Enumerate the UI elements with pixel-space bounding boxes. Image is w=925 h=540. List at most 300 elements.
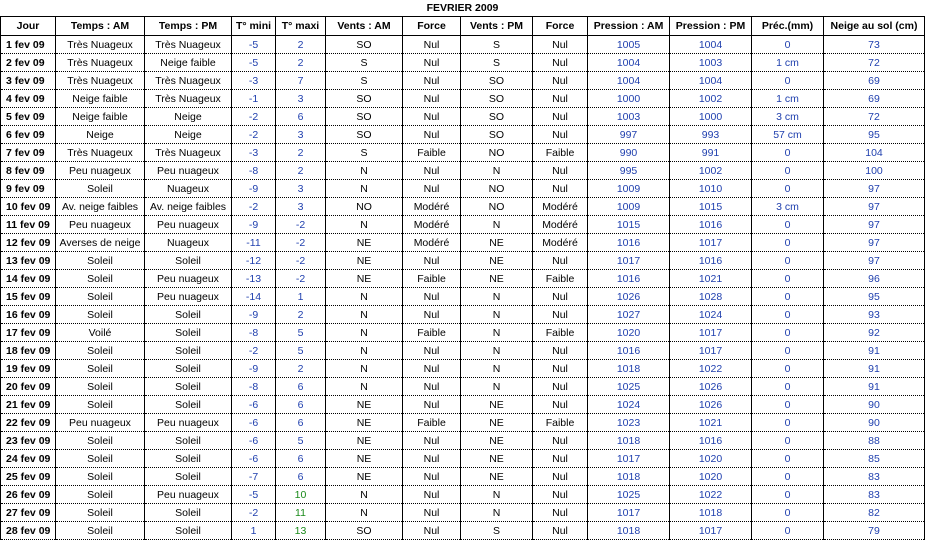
cell-jour[interactable]: 9 fev 09 <box>1 180 56 198</box>
cell-temps-pm[interactable]: Av. neige faibles <box>145 198 232 216</box>
cell-t-mini[interactable]: -9 <box>232 180 276 198</box>
cell-t-mini[interactable]: -5 <box>232 54 276 72</box>
cell-neige-au-sol[interactable]: 95 <box>824 126 925 144</box>
cell-t-maxi[interactable]: 6 <box>276 396 326 414</box>
cell-pression-am[interactable]: 995 <box>588 162 670 180</box>
cell-vents-pm[interactable]: SO <box>461 126 533 144</box>
cell-force-am[interactable]: Nul <box>403 450 461 468</box>
cell-vents-am[interactable]: N <box>326 216 403 234</box>
cell-t-maxi[interactable]: 13 <box>276 522 326 540</box>
cell-vents-pm[interactable]: N <box>461 378 533 396</box>
column-header-t-maxi[interactable]: T° maxi <box>276 17 326 36</box>
cell-neige-au-sol[interactable]: 90 <box>824 396 925 414</box>
cell-precipitation[interactable]: 0 <box>752 486 824 504</box>
cell-jour[interactable]: 23 fev 09 <box>1 432 56 450</box>
cell-temps-am[interactable]: Très Nuageux <box>56 144 145 162</box>
cell-precipitation[interactable]: 0 <box>752 360 824 378</box>
cell-neige-au-sol[interactable]: 93 <box>824 306 925 324</box>
cell-temps-pm[interactable]: Soleil <box>145 432 232 450</box>
cell-pression-am[interactable]: 1016 <box>588 342 670 360</box>
cell-temps-pm[interactable]: Soleil <box>145 504 232 522</box>
cell-t-mini[interactable]: -6 <box>232 414 276 432</box>
cell-jour[interactable]: 6 fev 09 <box>1 126 56 144</box>
cell-t-mini[interactable]: -12 <box>232 252 276 270</box>
cell-pression-am[interactable]: 1024 <box>588 396 670 414</box>
cell-pression-pm[interactable]: 1017 <box>670 342 752 360</box>
cell-neige-au-sol[interactable]: 92 <box>824 324 925 342</box>
cell-t-maxi[interactable]: 5 <box>276 324 326 342</box>
cell-temps-pm[interactable]: Soleil <box>145 378 232 396</box>
cell-pression-am[interactable]: 1020 <box>588 324 670 342</box>
cell-neige-au-sol[interactable]: 95 <box>824 288 925 306</box>
cell-force-am[interactable]: Nul <box>403 54 461 72</box>
cell-precipitation[interactable]: 1 cm <box>752 54 824 72</box>
cell-temps-am[interactable]: Soleil <box>56 252 145 270</box>
cell-vents-pm[interactable]: N <box>461 342 533 360</box>
cell-vents-pm[interactable]: NO <box>461 144 533 162</box>
cell-temps-am[interactable]: Averses de neige <box>56 234 145 252</box>
cell-temps-am[interactable]: Neige faible <box>56 90 145 108</box>
cell-vents-am[interactable]: NE <box>326 234 403 252</box>
cell-precipitation[interactable]: 0 <box>752 504 824 522</box>
cell-pression-am[interactable]: 1015 <box>588 216 670 234</box>
cell-vents-am[interactable]: N <box>326 342 403 360</box>
cell-force-pm[interactable]: Nul <box>533 432 588 450</box>
cell-vents-pm[interactable]: NO <box>461 198 533 216</box>
cell-force-am[interactable]: Nul <box>403 504 461 522</box>
cell-force-am[interactable]: Nul <box>403 252 461 270</box>
cell-neige-au-sol[interactable]: 90 <box>824 414 925 432</box>
cell-vents-pm[interactable]: N <box>461 504 533 522</box>
cell-temps-am[interactable]: Soleil <box>56 288 145 306</box>
cell-t-mini[interactable]: -6 <box>232 396 276 414</box>
cell-force-am[interactable]: Modéré <box>403 198 461 216</box>
cell-vents-am[interactable]: N <box>326 504 403 522</box>
cell-jour[interactable]: 21 fev 09 <box>1 396 56 414</box>
cell-t-maxi[interactable]: 2 <box>276 36 326 54</box>
cell-temps-pm[interactable]: Soleil <box>145 396 232 414</box>
cell-t-mini[interactable]: -6 <box>232 450 276 468</box>
cell-force-am[interactable]: Nul <box>403 486 461 504</box>
cell-t-maxi[interactable]: 3 <box>276 126 326 144</box>
column-header-jour[interactable]: Jour <box>1 17 56 36</box>
cell-force-pm[interactable]: Modéré <box>533 216 588 234</box>
cell-jour[interactable]: 10 fev 09 <box>1 198 56 216</box>
cell-neige-au-sol[interactable]: 104 <box>824 144 925 162</box>
cell-temps-am[interactable]: Soleil <box>56 360 145 378</box>
cell-force-am[interactable]: Nul <box>403 342 461 360</box>
cell-precipitation[interactable]: 0 <box>752 414 824 432</box>
cell-jour[interactable]: 16 fev 09 <box>1 306 56 324</box>
cell-t-mini[interactable]: -8 <box>232 162 276 180</box>
column-header-force-am[interactable]: Force <box>403 17 461 36</box>
cell-pression-am[interactable]: 1016 <box>588 270 670 288</box>
cell-force-am[interactable]: Nul <box>403 108 461 126</box>
cell-pression-pm[interactable]: 1020 <box>670 450 752 468</box>
cell-force-pm[interactable]: Nul <box>533 504 588 522</box>
cell-jour[interactable]: 7 fev 09 <box>1 144 56 162</box>
cell-pression-am[interactable]: 1005 <box>588 36 670 54</box>
cell-force-am[interactable]: Nul <box>403 378 461 396</box>
column-header-neige-au-sol[interactable]: Neige au sol (cm) <box>824 17 925 36</box>
cell-force-pm[interactable]: Faible <box>533 414 588 432</box>
cell-force-pm[interactable]: Nul <box>533 360 588 378</box>
cell-neige-au-sol[interactable]: 79 <box>824 522 925 540</box>
cell-pression-pm[interactable]: 1017 <box>670 234 752 252</box>
cell-force-pm[interactable]: Faible <box>533 270 588 288</box>
cell-vents-am[interactable]: NE <box>326 414 403 432</box>
cell-vents-pm[interactable]: NE <box>461 270 533 288</box>
column-header-temps-am[interactable]: Temps : AM <box>56 17 145 36</box>
cell-t-maxi[interactable]: 6 <box>276 378 326 396</box>
cell-neige-au-sol[interactable]: 91 <box>824 342 925 360</box>
cell-precipitation[interactable]: 0 <box>752 252 824 270</box>
cell-vents-am[interactable]: NE <box>326 270 403 288</box>
cell-temps-pm[interactable]: Très Nuageux <box>145 36 232 54</box>
cell-precipitation[interactable]: 0 <box>752 36 824 54</box>
cell-temps-am[interactable]: Soleil <box>56 180 145 198</box>
cell-pression-am[interactable]: 997 <box>588 126 670 144</box>
cell-t-mini[interactable]: -6 <box>232 432 276 450</box>
cell-precipitation[interactable]: 1 cm <box>752 90 824 108</box>
cell-vents-am[interactable]: SO <box>326 522 403 540</box>
cell-pression-pm[interactable]: 1015 <box>670 198 752 216</box>
cell-vents-am[interactable]: NE <box>326 468 403 486</box>
cell-pression-am[interactable]: 1009 <box>588 198 670 216</box>
cell-pression-pm[interactable]: 1004 <box>670 72 752 90</box>
cell-vents-pm[interactable]: N <box>461 216 533 234</box>
cell-neige-au-sol[interactable]: 97 <box>824 252 925 270</box>
cell-jour[interactable]: 4 fev 09 <box>1 90 56 108</box>
cell-pression-pm[interactable]: 1017 <box>670 522 752 540</box>
cell-force-am[interactable]: Nul <box>403 126 461 144</box>
column-header-t-mini[interactable]: T° mini <box>232 17 276 36</box>
cell-precipitation[interactable]: 0 <box>752 468 824 486</box>
cell-pression-pm[interactable]: 1002 <box>670 90 752 108</box>
cell-jour[interactable]: 14 fev 09 <box>1 270 56 288</box>
cell-force-am[interactable]: Faible <box>403 414 461 432</box>
cell-force-pm[interactable]: Nul <box>533 180 588 198</box>
cell-temps-am[interactable]: Soleil <box>56 396 145 414</box>
cell-vents-am[interactable]: S <box>326 72 403 90</box>
cell-temps-am[interactable]: Av. neige faibles <box>56 198 145 216</box>
cell-force-pm[interactable]: Nul <box>533 522 588 540</box>
cell-jour[interactable]: 13 fev 09 <box>1 252 56 270</box>
cell-force-am[interactable]: Modéré <box>403 216 461 234</box>
cell-t-mini[interactable]: -5 <box>232 486 276 504</box>
cell-t-mini[interactable]: -5 <box>232 36 276 54</box>
cell-jour[interactable]: 24 fev 09 <box>1 450 56 468</box>
cell-force-am[interactable]: Faible <box>403 324 461 342</box>
cell-precipitation[interactable]: 0 <box>752 306 824 324</box>
cell-vents-pm[interactable]: NE <box>461 396 533 414</box>
cell-vents-am[interactable]: S <box>326 54 403 72</box>
cell-force-am[interactable]: Modéré <box>403 234 461 252</box>
cell-temps-am[interactable]: Peu nuageux <box>56 216 145 234</box>
cell-pression-pm[interactable]: 1021 <box>670 414 752 432</box>
cell-t-maxi[interactable]: 11 <box>276 504 326 522</box>
cell-temps-pm[interactable]: Peu nuageux <box>145 288 232 306</box>
cell-temps-am[interactable]: Neige <box>56 126 145 144</box>
cell-vents-am[interactable]: SO <box>326 90 403 108</box>
cell-neige-au-sol[interactable]: 85 <box>824 450 925 468</box>
cell-vents-am[interactable]: NE <box>326 252 403 270</box>
cell-vents-pm[interactable]: S <box>461 54 533 72</box>
cell-precipitation[interactable]: 0 <box>752 234 824 252</box>
cell-temps-pm[interactable]: Soleil <box>145 252 232 270</box>
cell-t-mini[interactable]: -9 <box>232 216 276 234</box>
cell-precipitation[interactable]: 0 <box>752 288 824 306</box>
cell-temps-pm[interactable]: Nuageux <box>145 180 232 198</box>
cell-temps-am[interactable]: Très Nuageux <box>56 36 145 54</box>
cell-t-mini[interactable]: -2 <box>232 504 276 522</box>
cell-precipitation[interactable]: 0 <box>752 378 824 396</box>
cell-temps-am[interactable]: Peu nuageux <box>56 162 145 180</box>
column-header-force-pm[interactable]: Force <box>533 17 588 36</box>
cell-pression-am[interactable]: 1026 <box>588 288 670 306</box>
cell-pression-pm[interactable]: 1016 <box>670 252 752 270</box>
cell-vents-pm[interactable]: NE <box>461 414 533 432</box>
cell-temps-pm[interactable]: Soleil <box>145 522 232 540</box>
cell-t-mini[interactable]: -14 <box>232 288 276 306</box>
column-header-precipitation[interactable]: Préc.(mm) <box>752 17 824 36</box>
cell-precipitation[interactable]: 0 <box>752 270 824 288</box>
cell-t-maxi[interactable]: 2 <box>276 54 326 72</box>
cell-jour[interactable]: 11 fev 09 <box>1 216 56 234</box>
cell-pression-pm[interactable]: 1017 <box>670 324 752 342</box>
cell-force-pm[interactable]: Modéré <box>533 234 588 252</box>
cell-t-mini[interactable]: -2 <box>232 342 276 360</box>
cell-vents-am[interactable]: N <box>326 324 403 342</box>
cell-pression-am[interactable]: 1016 <box>588 234 670 252</box>
cell-force-am[interactable]: Nul <box>403 90 461 108</box>
cell-neige-au-sol[interactable]: 83 <box>824 486 925 504</box>
cell-vents-pm[interactable]: S <box>461 522 533 540</box>
cell-pression-pm[interactable]: 1000 <box>670 108 752 126</box>
cell-vents-pm[interactable]: SO <box>461 108 533 126</box>
cell-pression-pm[interactable]: 1016 <box>670 432 752 450</box>
cell-pression-pm[interactable]: 1018 <box>670 504 752 522</box>
cell-pression-am[interactable]: 1023 <box>588 414 670 432</box>
cell-pression-am[interactable]: 1025 <box>588 378 670 396</box>
cell-pression-am[interactable]: 1018 <box>588 522 670 540</box>
cell-temps-pm[interactable]: Soleil <box>145 360 232 378</box>
cell-temps-am[interactable]: Soleil <box>56 432 145 450</box>
cell-jour[interactable]: 5 fev 09 <box>1 108 56 126</box>
cell-neige-au-sol[interactable]: 96 <box>824 270 925 288</box>
cell-t-mini[interactable]: -3 <box>232 72 276 90</box>
cell-pression-am[interactable]: 1017 <box>588 450 670 468</box>
cell-vents-am[interactable]: NE <box>326 450 403 468</box>
cell-vents-am[interactable]: S <box>326 144 403 162</box>
cell-precipitation[interactable]: 0 <box>752 162 824 180</box>
cell-temps-am[interactable]: Soleil <box>56 270 145 288</box>
cell-jour[interactable]: 26 fev 09 <box>1 486 56 504</box>
cell-temps-pm[interactable]: Peu nuageux <box>145 270 232 288</box>
cell-t-mini[interactable]: -2 <box>232 108 276 126</box>
cell-t-maxi[interactable]: 1 <box>276 288 326 306</box>
cell-force-am[interactable]: Nul <box>403 360 461 378</box>
cell-pression-am[interactable]: 1018 <box>588 468 670 486</box>
cell-t-maxi[interactable]: 5 <box>276 432 326 450</box>
cell-force-am[interactable]: Nul <box>403 306 461 324</box>
cell-vents-am[interactable]: NO <box>326 198 403 216</box>
cell-temps-am[interactable]: Soleil <box>56 468 145 486</box>
cell-t-maxi[interactable]: -2 <box>276 234 326 252</box>
cell-t-maxi[interactable]: -2 <box>276 216 326 234</box>
cell-pression-pm[interactable]: 1022 <box>670 486 752 504</box>
cell-pression-am[interactable]: 1018 <box>588 360 670 378</box>
cell-temps-am[interactable]: Peu nuageux <box>56 414 145 432</box>
cell-vents-am[interactable]: N <box>326 378 403 396</box>
cell-force-am[interactable]: Nul <box>403 162 461 180</box>
cell-neige-au-sol[interactable]: 69 <box>824 72 925 90</box>
cell-t-maxi[interactable]: 7 <box>276 72 326 90</box>
cell-temps-am[interactable]: Soleil <box>56 306 145 324</box>
cell-pression-pm[interactable]: 1021 <box>670 270 752 288</box>
cell-vents-am[interactable]: N <box>326 306 403 324</box>
cell-temps-am[interactable]: Soleil <box>56 522 145 540</box>
cell-vents-pm[interactable]: S <box>461 36 533 54</box>
cell-vents-am[interactable]: SO <box>326 108 403 126</box>
cell-jour[interactable]: 27 fev 09 <box>1 504 56 522</box>
cell-t-mini[interactable]: -2 <box>232 126 276 144</box>
cell-t-maxi[interactable]: 6 <box>276 414 326 432</box>
cell-vents-pm[interactable]: N <box>461 288 533 306</box>
cell-neige-au-sol[interactable]: 91 <box>824 360 925 378</box>
cell-precipitation[interactable]: 0 <box>752 144 824 162</box>
cell-pression-pm[interactable]: 1022 <box>670 360 752 378</box>
cell-vents-pm[interactable]: N <box>461 324 533 342</box>
cell-t-mini[interactable]: -9 <box>232 360 276 378</box>
column-header-vents-am[interactable]: Vents : AM <box>326 17 403 36</box>
cell-precipitation[interactable]: 0 <box>752 432 824 450</box>
cell-force-am[interactable]: Nul <box>403 396 461 414</box>
cell-vents-am[interactable]: SO <box>326 126 403 144</box>
cell-neige-au-sol[interactable]: 100 <box>824 162 925 180</box>
cell-jour[interactable]: 17 fev 09 <box>1 324 56 342</box>
cell-pression-am[interactable]: 1017 <box>588 504 670 522</box>
cell-temps-pm[interactable]: Soleil <box>145 342 232 360</box>
cell-pression-pm[interactable]: 1010 <box>670 180 752 198</box>
cell-pression-pm[interactable]: 991 <box>670 144 752 162</box>
cell-precipitation[interactable]: 0 <box>752 450 824 468</box>
cell-temps-pm[interactable]: Peu nuageux <box>145 162 232 180</box>
cell-temps-am[interactable]: Très Nuageux <box>56 72 145 90</box>
cell-force-am[interactable]: Faible <box>403 144 461 162</box>
cell-jour[interactable]: 3 fev 09 <box>1 72 56 90</box>
cell-vents-am[interactable]: N <box>326 180 403 198</box>
cell-pression-pm[interactable]: 993 <box>670 126 752 144</box>
cell-precipitation[interactable]: 0 <box>752 396 824 414</box>
cell-force-am[interactable]: Nul <box>403 288 461 306</box>
cell-force-pm[interactable]: Nul <box>533 162 588 180</box>
cell-vents-am[interactable]: N <box>326 162 403 180</box>
cell-force-pm[interactable]: Nul <box>533 36 588 54</box>
cell-neige-au-sol[interactable]: 72 <box>824 108 925 126</box>
cell-vents-pm[interactable]: N <box>461 306 533 324</box>
cell-vents-pm[interactable]: NE <box>461 450 533 468</box>
cell-temps-pm[interactable]: Neige <box>145 126 232 144</box>
cell-neige-au-sol[interactable]: 88 <box>824 432 925 450</box>
cell-pression-am[interactable]: 990 <box>588 144 670 162</box>
cell-force-am[interactable]: Nul <box>403 72 461 90</box>
cell-temps-am[interactable]: Voilé <box>56 324 145 342</box>
cell-jour[interactable]: 15 fev 09 <box>1 288 56 306</box>
cell-force-am[interactable]: Nul <box>403 468 461 486</box>
cell-t-mini[interactable]: -3 <box>232 144 276 162</box>
cell-pression-am[interactable]: 1004 <box>588 54 670 72</box>
cell-force-pm[interactable]: Nul <box>533 378 588 396</box>
cell-jour[interactable]: 20 fev 09 <box>1 378 56 396</box>
cell-jour[interactable]: 19 fev 09 <box>1 360 56 378</box>
cell-t-mini[interactable]: -8 <box>232 378 276 396</box>
cell-force-pm[interactable]: Modéré <box>533 198 588 216</box>
cell-temps-pm[interactable]: Peu nuageux <box>145 216 232 234</box>
cell-precipitation[interactable]: 0 <box>752 216 824 234</box>
cell-pression-am[interactable]: 1025 <box>588 486 670 504</box>
cell-pression-pm[interactable]: 1020 <box>670 468 752 486</box>
cell-neige-au-sol[interactable]: 82 <box>824 504 925 522</box>
cell-vents-pm[interactable]: N <box>461 162 533 180</box>
cell-pression-am[interactable]: 1009 <box>588 180 670 198</box>
cell-jour[interactable]: 28 fev 09 <box>1 522 56 540</box>
cell-force-pm[interactable]: Nul <box>533 450 588 468</box>
cell-temps-pm[interactable]: Soleil <box>145 306 232 324</box>
cell-t-maxi[interactable]: 2 <box>276 162 326 180</box>
cell-neige-au-sol[interactable]: 72 <box>824 54 925 72</box>
cell-temps-am[interactable]: Soleil <box>56 450 145 468</box>
cell-temps-pm[interactable]: Très Nuageux <box>145 144 232 162</box>
cell-pression-pm[interactable]: 1004 <box>670 36 752 54</box>
cell-pression-pm[interactable]: 1003 <box>670 54 752 72</box>
cell-vents-am[interactable]: NE <box>326 432 403 450</box>
cell-t-maxi[interactable]: -2 <box>276 252 326 270</box>
cell-pression-pm[interactable]: 1024 <box>670 306 752 324</box>
cell-vents-am[interactable]: SO <box>326 36 403 54</box>
cell-force-pm[interactable]: Nul <box>533 108 588 126</box>
column-header-vents-pm[interactable]: Vents : PM <box>461 17 533 36</box>
cell-t-mini[interactable]: -8 <box>232 324 276 342</box>
cell-force-pm[interactable]: Nul <box>533 126 588 144</box>
cell-t-maxi[interactable]: 3 <box>276 198 326 216</box>
cell-temps-pm[interactable]: Très Nuageux <box>145 90 232 108</box>
cell-neige-au-sol[interactable]: 69 <box>824 90 925 108</box>
cell-temps-pm[interactable]: Peu nuageux <box>145 486 232 504</box>
cell-precipitation[interactable]: 3 cm <box>752 198 824 216</box>
cell-jour[interactable]: 25 fev 09 <box>1 468 56 486</box>
cell-force-pm[interactable]: Nul <box>533 306 588 324</box>
cell-vents-am[interactable]: NE <box>326 396 403 414</box>
cell-force-am[interactable]: Nul <box>403 180 461 198</box>
cell-t-maxi[interactable]: 6 <box>276 468 326 486</box>
cell-t-maxi[interactable]: 2 <box>276 306 326 324</box>
cell-t-mini[interactable]: -13 <box>232 270 276 288</box>
cell-precipitation[interactable]: 0 <box>752 72 824 90</box>
cell-t-mini[interactable]: -1 <box>232 90 276 108</box>
cell-vents-pm[interactable]: NE <box>461 252 533 270</box>
cell-force-am[interactable]: Faible <box>403 270 461 288</box>
cell-force-am[interactable]: Nul <box>403 36 461 54</box>
cell-t-mini[interactable]: -9 <box>232 306 276 324</box>
cell-pression-pm[interactable]: 1028 <box>670 288 752 306</box>
cell-t-maxi[interactable]: 5 <box>276 342 326 360</box>
cell-pression-am[interactable]: 1018 <box>588 432 670 450</box>
cell-force-pm[interactable]: Faible <box>533 144 588 162</box>
cell-t-maxi[interactable]: 3 <box>276 180 326 198</box>
cell-temps-am[interactable]: Très Nuageux <box>56 54 145 72</box>
cell-temps-pm[interactable]: Soleil <box>145 324 232 342</box>
